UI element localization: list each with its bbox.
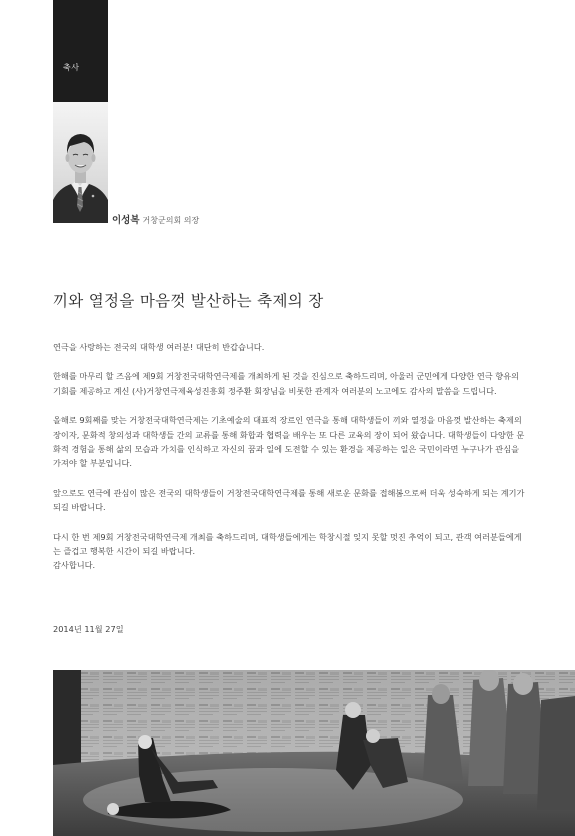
paragraph-closing: 다시 한 번 제9회 거창전국대학연극제 개최를 축하드리며, 대학생들에게는 학창시절 잊지 못할 멋진 추억이 되고, 관객 여러분들에게는 즐겁고 행복한 시간이 되길 바랍니다. [53, 531, 522, 557]
author-title: 거창군의회 의장 [142, 216, 200, 225]
section-label: 축사 [63, 63, 80, 72]
author-name: 이성복 [112, 215, 140, 226]
paragraph-greeting: 연극을 사랑하는 전국의 대학생 여러분! 대단히 반갑습니다. [53, 342, 265, 352]
stage-photo-image [53, 670, 575, 836]
stage-performance-photo [53, 670, 575, 836]
paragraph-future: 앞으로도 연극에 관심이 많은 전국의 대학생들이 거창전국대학연극제를 통해 새로운 문화를 접해봄으로써 더욱 성숙하게 되는 계기가 되길 바랍니다. [53, 487, 525, 513]
speech-body [53, 340, 528, 588]
speech-date: 2014년 11월 27일 [53, 624, 124, 634]
paragraph-thanks: 감사합니다. [53, 560, 96, 571]
author-portrait [53, 102, 108, 223]
author-line [112, 212, 199, 226]
portrait-image [53, 102, 108, 223]
page-headline: 끼와 열정을 마음껏 발산하는 축제의 장 [53, 292, 324, 310]
paragraph-congratulations: 한해를 마무리 할 즈음에 제9회 거창전국대학연극제를 개최하게 된 것을 진심으로 축하드리며, 아울러 군민에게 다양한 연극 향유의 기회를 제공하고 계신 (사)거창연극제육성진흥회 정주환 회장님을 비롯한 관계자 여러분의 노고에도 감사의 말씀을 드립니다. [53, 371, 520, 396]
section-tab [53, 0, 108, 102]
paragraph-festival: 올해로 9회째를 맞는 거창전국대학연극제는 기초예술의 대표적 장르인 연극을 통해 대학생들이 끼와 열정을 마음껏 발산하는 축제의 장이자, 문화적 창의성과 대학생들 간의 교류를 통해 화합과 협력을 배우는 또 다른 교육의 장이 되어 왔습니다. 대학생들이 다양한 문화적 경험을 통해 삶의 모습과 가치를 인식하고 자신의 꿈과 일에 도전할 수 있는 환경을 제공하는 일은 국민이라면 누구나가 관심을 가져야 할 부분입니다. [53, 415, 525, 469]
